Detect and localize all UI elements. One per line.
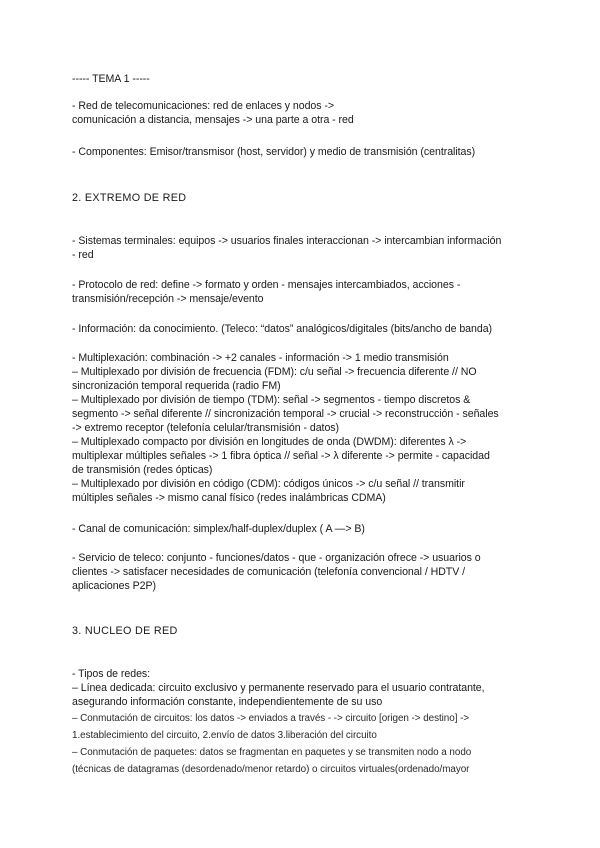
paragraph-line: – Conmutación de circuitos: los datos -> enviados a través - -> circuito [origen -> destino] -> (72, 713, 470, 724)
paragraph-line: - Información: da conocimiento. (Teleco: “datos” analógicos/digitales (bits/ancho de banda) (72, 323, 493, 335)
paragraph-line: comunicación a distancia, mensajes -> una parte a otra - red (72, 114, 354, 126)
paragraph-line: – Línea dedicada: circuito exclusivo y permanente reservado para el usuario contratante, (72, 682, 485, 694)
paragraph-line: transmisión/recepción -> mensaje/evento (72, 293, 264, 305)
paragraph-line: – Multiplexado por división de frecuencia (FDM): c/u señal -> frecuencia diferente // NO (72, 366, 477, 378)
paragraph-line: - Protocolo de red: define -> formato y orden - mensajes intercambiados, acciones - (72, 279, 461, 291)
paragraph-line: - red (72, 249, 94, 261)
paragraph-line: – Multiplexado compacto por división en longitudes de onda (DWDM): diferentes λ -> (72, 436, 467, 448)
paragraph-line: asegurando información constante, independientemente de su uso (72, 696, 383, 708)
paragraph-line: -> extremo receptor (telefonía celular/transmisión - datos) (72, 422, 340, 434)
paragraph-line: – Conmutación de paquetes: datos se fragmentan en paquetes y se transmiten nodo a nodo (72, 747, 472, 758)
paragraph-line: – Multiplexado por división de tiempo (TDM): señal -> segmentos - tiempo discretos & (72, 394, 471, 406)
paragraph-line: - Componentes: Emisor/transmisor (host, servidor) y medio de transmisión (centralitas) (72, 146, 476, 158)
paragraph-line: multiplexar múltiples señales -> 1 fibra óptica // señal -> λ diferente -> permite - capacidad (72, 450, 490, 462)
section-heading: 2. EXTREMO DE RED (72, 192, 187, 204)
paragraph-line: - Servicio de teleco: conjunto - funciones/datos - que - organización ofrece -> usuarios o (72, 552, 481, 564)
paragraph-line: aplicaciones P2P) (72, 580, 156, 592)
section-heading: 3. NUCLEO DE RED (72, 625, 178, 637)
paragraph-line: múltiples señales -> mismo canal físico (redes inalámbricas CDMA) (72, 492, 386, 504)
paragraph-line: de transmisión (redes ópticas) (72, 464, 213, 476)
paragraph-line: - Multiplexación: combinación -> +2 canales - información -> 1 medio transmisión (72, 352, 449, 364)
paragraph-line: clientes -> satisfacer necesidades de comunicación (telefonía convencional / HDTV / (72, 566, 466, 578)
paragraph-line: (técnicas de datagramas (desordenado/menor retardo) o circuitos virtuales(ordenado/mayor (72, 764, 470, 775)
paragraph-line: - Canal de comunicación: simplex/half-duplex/duplex ( A —> B) (72, 523, 365, 535)
paragraph-line: sincronización temporal requerida (radio FM) (72, 380, 281, 392)
paragraph-line: segmento -> señal diferente // sincronización temporal -> crucial -> reconstrucción - señales (72, 408, 499, 420)
paragraph-line: - Sistemas terminales: equipos -> usuarios finales interaccionan -> intercambian información (72, 235, 502, 247)
doc-title: ----- TEMA 1 ----- (72, 73, 150, 85)
paragraph-line: 1.establecimiento del circuito, 2.envío de datos 3.liberación del circuito (72, 730, 377, 741)
paragraph-line: - Red de telecomunicaciones: red de enlaces y nodos -> (72, 100, 335, 112)
paragraph-line: - Tipos de redes: (72, 668, 151, 680)
paragraph-line: – Multiplexado por división en código (CDM): códigos únicos -> c/u señal // transmitir (72, 478, 465, 490)
